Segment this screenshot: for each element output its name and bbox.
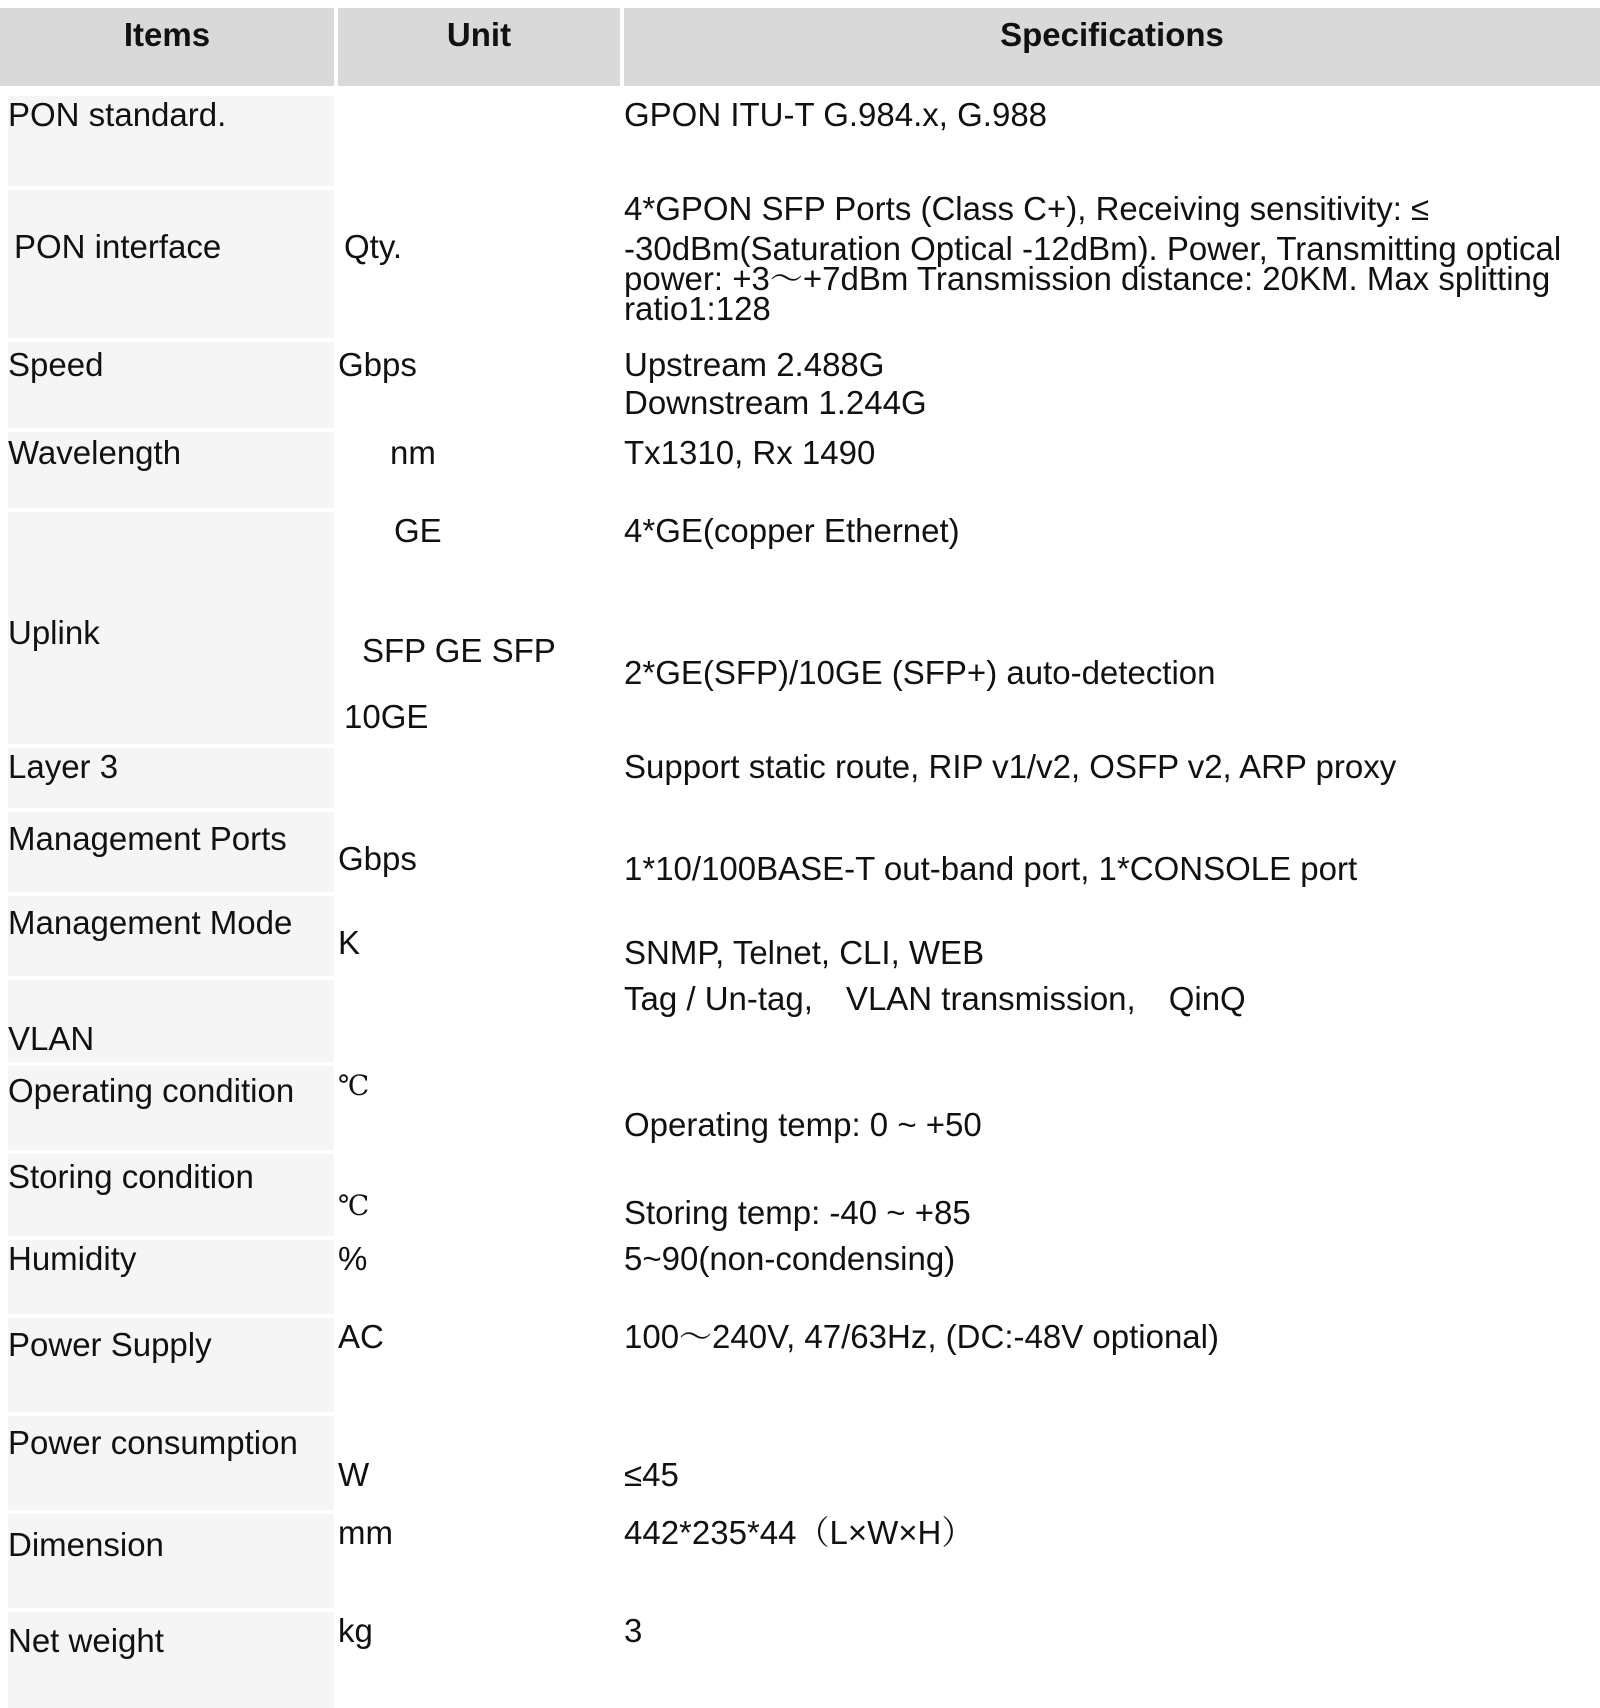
unit-value: % <box>338 1240 368 1277</box>
row-dimension-unit <box>338 1514 620 1608</box>
item-label: Management Ports <box>8 820 287 857</box>
row-net-weight-spec <box>624 1612 1600 1708</box>
header-specifications <box>624 8 1600 86</box>
row-vlan-unit <box>338 980 620 1062</box>
spec-value: Tx1310, Rx 1490 <box>624 434 876 471</box>
row-layer3-spec <box>624 748 1600 808</box>
row-power-consumption-spec <box>624 1416 1600 1510</box>
row-operating-item <box>8 1066 334 1150</box>
row-pon-interface-item <box>8 190 334 338</box>
spec-value: 2*GE(SFP)/10GE (SFP+) auto-detection <box>624 654 1216 691</box>
item-label: PON standard. <box>8 96 227 133</box>
spec-value: 100～240V, 47/63Hz, (DC:-48V optional) <box>624 1318 1219 1355</box>
row-uplink-item <box>8 512 334 744</box>
unit-value: Gbps <box>338 840 417 877</box>
row-dimension-item <box>8 1514 334 1608</box>
unit-value: SFP GE SFP <box>362 632 556 669</box>
row-humidity-item <box>8 1240 334 1314</box>
spec-value: Operating temp: 0 ~ +50 <box>624 1106 982 1143</box>
spec-value: 5~90(non-condensing) <box>624 1240 956 1277</box>
row-mgmt-ports-spec <box>624 812 1600 892</box>
row-mgmt-ports-item <box>8 812 334 892</box>
row-mgmt-mode-spec <box>624 896 1600 976</box>
spec-line: -30dBm(Saturation Optical -12dBm). Power, Transmitting optical <box>624 230 1562 267</box>
spec-line: 4*GPON SFP Ports (Class C+), Receiving sensitivity: ≤ <box>624 190 1430 227</box>
item-label: Speed <box>8 346 104 383</box>
row-wavelength-unit <box>338 432 620 508</box>
unit-value: W <box>338 1456 370 1493</box>
header-items <box>0 8 334 86</box>
unit-value: ℃ <box>338 1189 370 1222</box>
item-label: VLAN <box>8 1020 95 1057</box>
row-power-supply-item <box>8 1318 334 1412</box>
unit-value: mm <box>338 1514 393 1551</box>
row-pon-standard-spec <box>624 96 1600 186</box>
spec-value: Storing temp: -40 ~ +85 <box>624 1194 971 1231</box>
header-specifications-label: Specifications <box>1000 16 1224 53</box>
row-power-supply-unit <box>338 1318 620 1412</box>
header-unit-label: Unit <box>446 16 512 53</box>
unit-value: Gbps <box>338 346 417 383</box>
item-label: Layer 3 <box>8 748 119 785</box>
row-storing-spec <box>624 1154 1600 1236</box>
spec-line: Downstream 1.244G <box>624 384 927 421</box>
row-net-weight-item <box>8 1612 334 1708</box>
row-power-supply-spec <box>624 1318 1600 1412</box>
unit-value: Qty. <box>344 228 403 265</box>
item-label: Humidity <box>8 1240 137 1277</box>
item-label: PON interface <box>14 228 222 265</box>
item-label: Wavelength <box>8 434 182 471</box>
row-net-weight-unit <box>338 1612 620 1708</box>
row-power-consumption-unit <box>338 1416 620 1510</box>
row-vlan-spec <box>624 980 1600 1062</box>
row-wavelength-spec <box>624 432 1600 508</box>
unit-value: nm <box>390 434 436 471</box>
header-items-label: Items <box>123 16 211 53</box>
row-layer3-item <box>8 748 334 808</box>
spec-line: power: +3〜+7dBm Transmission distance: 20KM. Max splitting <box>624 260 1551 297</box>
row-speed-spec <box>624 342 1600 428</box>
item-label: Net weight <box>8 1622 164 1659</box>
spec-line: ratio1:128 <box>624 290 771 327</box>
row-mgmt-mode-item <box>8 896 334 976</box>
row-pon-interface-unit <box>338 190 620 338</box>
item-label: Power Supply <box>8 1326 212 1363</box>
row-power-consumption-item <box>8 1416 334 1510</box>
item-label: Management Mode <box>8 904 293 941</box>
row-mgmt-mode-unit <box>338 896 620 976</box>
item-label: Uplink <box>8 614 100 651</box>
row-pon-interface-spec <box>624 190 1600 338</box>
row-pon-standard-unit <box>338 96 620 186</box>
row-dimension-spec <box>624 1514 1600 1608</box>
spec-value: 4*GE(copper Ethernet) <box>624 512 960 549</box>
row-uplink-unit <box>338 512 620 744</box>
unit-value: K <box>338 924 361 961</box>
spec-line: Upstream 2.488G <box>624 346 885 383</box>
spec-value: GPON ITU-T G.984.x, G.988 <box>624 96 1048 133</box>
row-speed-item <box>8 342 334 428</box>
row-storing-item <box>8 1154 334 1236</box>
spec-value: ≤45 <box>624 1456 679 1493</box>
spec-value: 3 <box>624 1612 643 1649</box>
row-vlan-item <box>8 980 334 1062</box>
spec-value: Support static route, RIP v1/v2, OSFP v2, ARP proxy <box>624 748 1397 785</box>
header-unit <box>338 8 620 86</box>
unit-value: kg <box>338 1612 373 1649</box>
unit-value: 10GE <box>344 698 429 735</box>
item-label: Dimension <box>8 1526 164 1563</box>
spec-value: 1*10/100BASE-T out-band port, 1*CONSOLE port <box>624 850 1358 887</box>
row-wavelength-item <box>8 432 334 508</box>
unit-value: GE <box>394 512 442 549</box>
item-label: Operating condition <box>8 1072 295 1109</box>
row-pon-standard-item <box>8 96 334 186</box>
row-storing-unit <box>338 1154 620 1236</box>
row-speed-unit <box>338 342 620 428</box>
item-label: Power consumption <box>8 1424 298 1461</box>
row-uplink-spec <box>624 512 1600 744</box>
spec-value: 442*235*44（L×W×H） <box>624 1514 975 1551</box>
spec-value: Tag / Un-tag, VLAN transmission, QinQ <box>624 980 1246 1017</box>
row-mgmt-ports-unit <box>338 812 620 892</box>
row-humidity-spec <box>624 1240 1600 1314</box>
row-humidity-unit <box>338 1240 620 1314</box>
row-layer3-unit <box>338 748 620 808</box>
spec-value: SNMP, Telnet, CLI, WEB <box>624 934 985 971</box>
row-operating-unit <box>338 1066 620 1150</box>
row-operating-spec <box>624 1066 1600 1150</box>
item-label: Storing condition <box>8 1158 254 1195</box>
unit-value: ℃ <box>338 1069 370 1102</box>
unit-value: AC <box>338 1318 384 1355</box>
